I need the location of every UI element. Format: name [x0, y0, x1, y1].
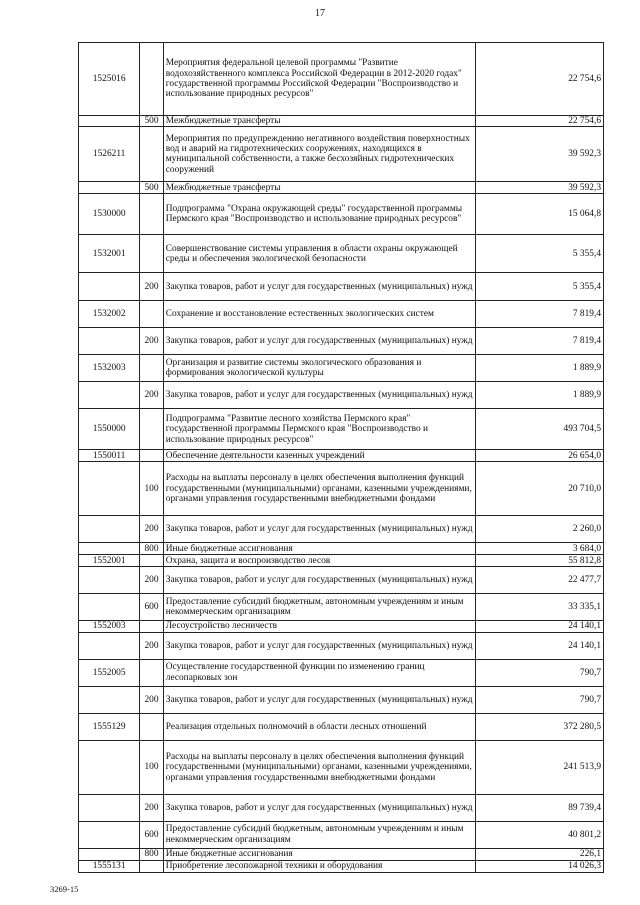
row-sum: 372 280,5	[476, 713, 604, 740]
expense-kind-code: 600	[140, 821, 163, 848]
expense-kind-code: 600	[140, 594, 163, 621]
table-row	[79, 686, 604, 713]
expense-kind-code: 200	[140, 794, 163, 821]
target-article-code: 1532002	[79, 301, 140, 328]
target-article-code: 1552005	[79, 659, 140, 686]
table-row	[79, 409, 604, 450]
expense-kind-code	[140, 409, 163, 450]
row-name: Подпрограмма "Развитие лесного хозяйства Пермского края" государственной программы Пермского края "Воспроизводство и использование природных ресурсов"	[163, 409, 476, 450]
target-article-code: 1525016	[79, 43, 140, 116]
expense-kind-code	[140, 301, 163, 328]
row-sum: 7 819,4	[476, 328, 604, 355]
target-article-code	[79, 632, 140, 659]
row-name: Совершенствование системы управления в области охраны окружающей среды и обеспечения экологической безопасности	[163, 235, 476, 273]
expense-kind-code: 500	[140, 182, 163, 194]
target-article-code: 1552001	[79, 555, 140, 567]
row-sum: 1 889,9	[476, 355, 604, 382]
table-row	[79, 43, 604, 116]
row-sum: 5 355,4	[476, 235, 604, 273]
row-sum: 33 335,1	[476, 594, 604, 621]
target-article-code	[79, 740, 140, 794]
row-sum: 24 140,1	[476, 632, 604, 659]
table-row	[79, 462, 604, 516]
target-article-code	[79, 848, 140, 860]
row-name: Иные бюджетные ассигнования	[163, 543, 476, 555]
target-article-code: 1530000	[79, 194, 140, 235]
expense-kind-code	[140, 713, 163, 740]
target-article-code	[79, 594, 140, 621]
expense-kind-code	[140, 621, 163, 632]
table-row	[79, 301, 604, 328]
table-row	[79, 194, 604, 235]
target-article-code	[79, 686, 140, 713]
table-row	[79, 543, 604, 555]
row-sum: 790,7	[476, 686, 604, 713]
row-sum: 22 754,6	[476, 43, 604, 116]
target-article-code: 1526211	[79, 127, 140, 182]
row-name: Обеспечение деятельности казенных учреждений	[163, 450, 476, 462]
table-row	[79, 821, 604, 848]
row-name: Подпрограмма "Охрана окружающей среды" государственной программы Пермского края "Воспроизводство и использование природных ресурсов"	[163, 194, 476, 235]
expense-kind-code: 200	[140, 516, 163, 543]
table-row	[79, 273, 604, 301]
expense-kind-code	[140, 127, 163, 182]
table-row	[79, 355, 604, 382]
row-sum: 22 754,6	[476, 116, 604, 127]
table-row	[79, 594, 604, 621]
row-sum: 40 801,2	[476, 821, 604, 848]
row-name: Закупка товаров, работ и услуг для государственных (муниципальных) нужд	[163, 794, 476, 821]
expense-kind-code: 800	[140, 543, 163, 555]
row-sum: 7 819,4	[476, 301, 604, 328]
expense-kind-code	[140, 860, 163, 872]
table-row	[79, 713, 604, 740]
row-name: Закупка товаров, работ и услуг для государственных (муниципальных) нужд	[163, 328, 476, 355]
table-row	[79, 794, 604, 821]
table-row	[79, 567, 604, 594]
table-row	[79, 632, 604, 659]
row-name: Сохранение и восстановление естественных экологических систем	[163, 301, 476, 328]
expense-kind-code: 200	[140, 686, 163, 713]
expense-kind-code	[140, 555, 163, 567]
row-name: Предоставление субсидий бюджетным, автономным учреждениям и иным некоммерческим организациям	[163, 821, 476, 848]
expense-kind-code: 200	[140, 567, 163, 594]
document-code: 3269-15	[50, 884, 79, 894]
target-article-code	[79, 516, 140, 543]
row-name: Организация и развитие системы экологического образования и формирования экологической культуры	[163, 355, 476, 382]
row-name: Расходы на выплаты персоналу в целях обеспечения выполнения функций государственными (муниципальными) органами, казенными учреждениями, органами управления государственными внебюджетными фондами	[163, 740, 476, 794]
row-sum: 15 064,8	[476, 194, 604, 235]
table-row	[79, 450, 604, 462]
table-row	[79, 848, 604, 860]
row-sum: 39 592,3	[476, 127, 604, 182]
target-article-code: 1550011	[79, 450, 140, 462]
table-row	[79, 659, 604, 686]
row-name: Мероприятия федеральной целевой программы "Развитие водохозяйственного комплекса Российской Федерации в 2012-2020 годах" государственной программы Российской Федерации "Воспроизводство и использование природных ресурсов"	[163, 43, 476, 116]
row-sum: 2 260,0	[476, 516, 604, 543]
row-name: Закупка товаров, работ и услуг для государственных (муниципальных) нужд	[163, 632, 476, 659]
row-name: Закупка товаров, работ и услуг для государственных (муниципальных) нужд	[163, 382, 476, 409]
row-sum: 22 477,7	[476, 567, 604, 594]
table-row	[79, 328, 604, 355]
table-row	[79, 127, 604, 182]
page-number: 17	[315, 8, 325, 19]
row-sum: 493 704,5	[476, 409, 604, 450]
target-article-code	[79, 567, 140, 594]
row-sum: 1 889,9	[476, 382, 604, 409]
table-row	[79, 860, 604, 872]
target-article-code	[79, 182, 140, 194]
target-article-code: 1532003	[79, 355, 140, 382]
row-name: Закупка товаров, работ и услуг для государственных (муниципальных) нужд	[163, 516, 476, 543]
row-name: Приобретение лесопожарной техники и оборудования	[163, 860, 476, 872]
expense-kind-code	[140, 450, 163, 462]
target-article-code: 1532001	[79, 235, 140, 273]
row-sum: 24 140,1	[476, 621, 604, 632]
table-row	[79, 235, 604, 273]
target-article-code	[79, 116, 140, 127]
row-name: Межбюджетные трансферты	[163, 182, 476, 194]
target-article-code: 1555129	[79, 713, 140, 740]
expense-kind-code: 200	[140, 328, 163, 355]
row-name: Закупка товаров, работ и услуг для государственных (муниципальных) нужд	[163, 567, 476, 594]
row-sum: 790,7	[476, 659, 604, 686]
row-sum: 5 355,4	[476, 273, 604, 301]
target-article-code	[79, 328, 140, 355]
row-sum: 3 684,0	[476, 543, 604, 555]
target-article-code	[79, 382, 140, 409]
row-name: Осуществление государственной функции по изменению границ лесопарковых зон	[163, 659, 476, 686]
table-row	[79, 382, 604, 409]
target-article-code	[79, 821, 140, 848]
row-name: Предоставление субсидий бюджетным, автономным учреждениям и иным некоммерческим организациям	[163, 594, 476, 621]
budget-table	[78, 42, 604, 873]
table-row	[79, 116, 604, 127]
row-name: Иные бюджетные ассигнования	[163, 848, 476, 860]
expense-kind-code: 200	[140, 273, 163, 301]
row-sum: 39 592,3	[476, 182, 604, 194]
expense-kind-code: 100	[140, 740, 163, 794]
expense-kind-code	[140, 43, 163, 116]
row-name: Закупка товаров, работ и услуг для государственных (муниципальных) нужд	[163, 686, 476, 713]
target-article-code: 1552003	[79, 621, 140, 632]
target-article-code	[79, 543, 140, 555]
target-article-code: 1550000	[79, 409, 140, 450]
row-name: Реализация отдельных полномочий в области лесных отношений	[163, 713, 476, 740]
table-row	[79, 555, 604, 567]
row-name: Лесоустройство лесничеств	[163, 621, 476, 632]
row-name: Закупка товаров, работ и услуг для государственных (муниципальных) нужд	[163, 273, 476, 301]
target-article-code: 1555131	[79, 860, 140, 872]
row-sum: 14 026,3	[476, 860, 604, 872]
expense-kind-code: 100	[140, 462, 163, 516]
table-row	[79, 621, 604, 632]
table-row	[79, 516, 604, 543]
row-sum: 241 513,9	[476, 740, 604, 794]
row-sum: 20 710,0	[476, 462, 604, 516]
row-sum: 226,1	[476, 848, 604, 860]
target-article-code	[79, 273, 140, 301]
row-sum: 55 812,8	[476, 555, 604, 567]
target-article-code	[79, 794, 140, 821]
table-row	[79, 740, 604, 794]
expense-kind-code	[140, 194, 163, 235]
expense-kind-code: 500	[140, 116, 163, 127]
target-article-code	[79, 462, 140, 516]
expense-kind-code	[140, 659, 163, 686]
row-name: Мероприятия по предупреждению негативного воздействия поверхностных вод и аварий на гидротехнических сооружениях, находящихся в муниципальной собственности, а также бесхозяйных гидротехнических сооружений	[163, 127, 476, 182]
row-name: Межбюджетные трансферты	[163, 116, 476, 127]
expense-kind-code	[140, 235, 163, 273]
row-sum: 26 654,0	[476, 450, 604, 462]
expense-kind-code: 200	[140, 632, 163, 659]
row-sum: 89 739,4	[476, 794, 604, 821]
expense-kind-code: 200	[140, 382, 163, 409]
expense-kind-code: 800	[140, 848, 163, 860]
row-name: Расходы на выплаты персоналу в целях обеспечения выполнения функций государственными (муниципальными) органами, казенными учреждениями, органами управления государственными внебюджетными фондами	[163, 462, 476, 516]
table-row	[79, 182, 604, 194]
row-name: Охрана, защита и воспроизводство лесов	[163, 555, 476, 567]
expense-kind-code	[140, 355, 163, 382]
